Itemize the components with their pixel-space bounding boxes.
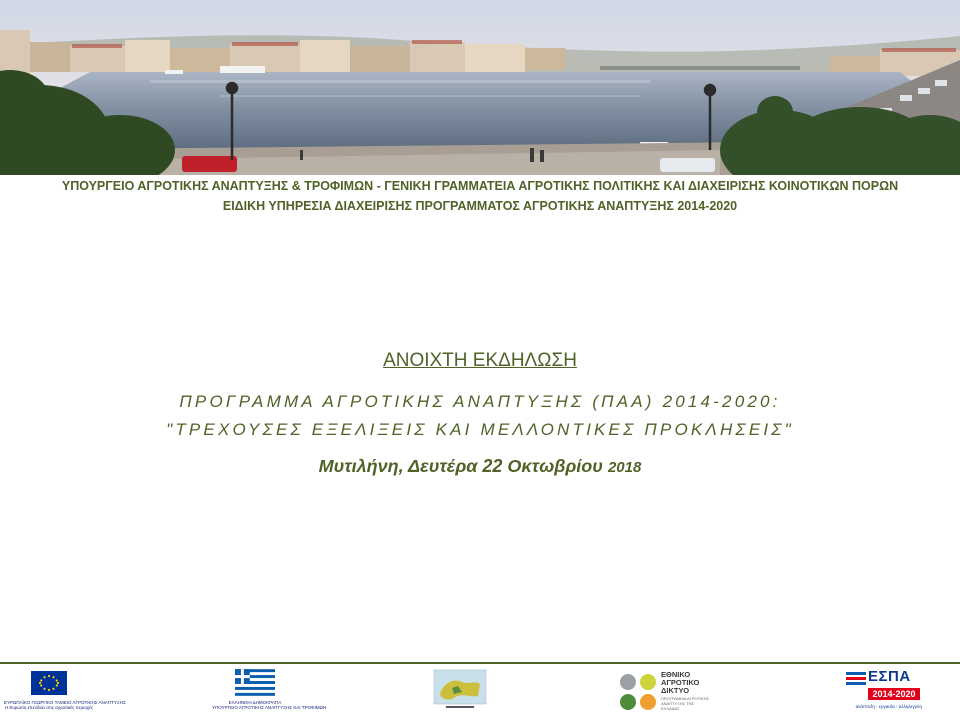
network-subtitle: ΠΡΟΓΡΑΜΜΑ ΑΓΡΟΤΙΚΗΣ ΑΝΑΠΤΥΞΗΣ ΤΗΣ ΕΛΛΑΔΑΣ [661,696,710,711]
eu-flag-icon [31,671,67,695]
managing-authority-header-line: ΕΙΔΙΚΗ ΥΠΗΡΕΣΙΑ ΔΙΑΧΕΙΡΙΣΗΣ ΠΡΟΓΡΑΜΜΑΤΟΣ ΑΓΡΟΤΙΚΗΣ ΑΝΑΠΤΥΞΗΣ 2014-2020 [222,199,738,213]
greek-flag-icon [235,669,275,696]
event-date-year: 2018 [607,459,642,476]
espa-title: ΕΣΠΑ [868,668,911,685]
event-date-text: Μυτιλήνη, Δευτέρα 22 Οκτωβρίου [318,456,608,476]
footer-divider [0,662,960,664]
network-circles-icon [618,672,658,712]
national-rural-network-logo [618,668,718,718]
network-title-line1: ΕΘΝΙΚΟ [661,670,691,679]
network-title-line2: ΑΓΡΟΤΙΚΟ [661,678,700,687]
eu-eafrd-logo [4,668,126,718]
harbor-panorama-image [0,0,960,175]
eu-caption-line2: Η Ευρώπη επενδύει στις αγροτικές περιοχές [4,705,94,710]
network-title-line3: ΔΙΚΤΥΟ [661,686,690,695]
map-icon [432,668,488,712]
greek-caption-line2: ΥΠΟΥΡΓΕΙΟ ΑΓΡΟΤΙΚΗΣ ΑΝΑΠΤΥΞΗΣ ΚΑΙ ΤΡΟΦΙΜΩΝ [212,705,327,710]
event-date [0,456,960,477]
ministry-header-line: ΥΠΟΥΡΓΕΙΟ ΑΓΡΟΤΙΚΗΣ ΑΝΑΠΤΥΞΗΣ & ΤΡΟΦΙΜΩΝ - ΓΕΝΙΚΗ ΓΡΑΜΜΑΤΕΙΑ ΑΓΡΟΤΙΚΗΣ ΠΟΛΙΤΙΚΗΣ ΚΑΙ ΔΙΑΧΕΙΡΙΣΗΣ ΚΟΙΝΟΤΙΚΩΝ ΠΟΡΩΝ [61,179,899,193]
espa-years-badge: 2014-2020 [868,688,920,700]
event-subtitle-line1: ΠΡΟΓΡΑΜΜΑ ΑΓΡΟΤΙΚΗΣ ΑΝΑΠΤΥΞΗΣ (ΠΑΑ) 2014-2020: [179,392,781,411]
network-title [661,671,699,695]
espa-logo [846,668,922,718]
espa-tagline: ανάπτυξη - εργασία - αλληλεγγύη [855,704,922,709]
region-map-logo [432,668,488,718]
eu-caption-line1: ΕΥΡΩΠΑΪΚΟ ΓΕΩΡΓΙΚΟ ΤΑΜΕΙΟ ΑΓΡΟΤΙΚΗΣ ΑΝΑΠΤΥΞΗΣ [4,700,126,705]
event-subtitle-line2: "ΤΡΕΧΟΥΣΕΣ ΕΞΕΛΙΞΕΙΣ ΚΑΙ ΜΕΛΛΟΝΤΙΚΕΣ ΠΡΟΚΛΗΣΕΙΣ" [166,420,794,439]
greek-caption-line1: ΕΛΛΗΝΙΚΗ ΔΗΜΟΚΡΑΤΙΑ [228,700,282,705]
event-title: ΑΝΟΙΧΤΗ ΕΚΔΗΛΩΣΗ [383,350,577,371]
espa-stripes-icon [846,672,866,686]
greek-ministry-logo [212,668,327,718]
